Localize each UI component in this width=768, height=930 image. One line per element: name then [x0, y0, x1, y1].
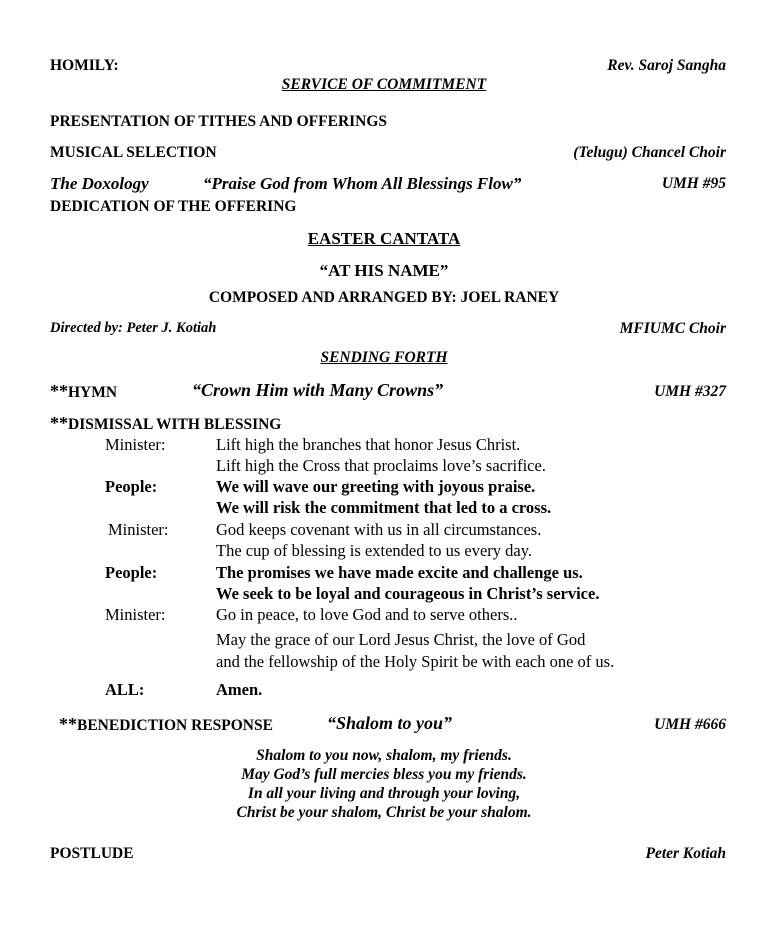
- dismissal-line: We will risk the commitment that led to a cross.: [216, 498, 552, 517]
- homily-label: HOMILY:: [50, 57, 119, 74]
- benediction-lyric: Shalom to you now, shalom, my friends.: [256, 747, 512, 764]
- cantata-composer: COMPOSED AND ARRANGED BY: JOEL RANEY: [208, 289, 560, 306]
- benediction-lyric: Christ be your shalom, Christ be your shalom.: [236, 804, 532, 821]
- benediction-prefix: **: [59, 714, 77, 734]
- musical-selection-performer: (Telugu) Chancel Choir: [573, 144, 726, 161]
- dismissal-line: Lift high the branches that honor Jesus Christ.: [216, 435, 521, 454]
- doxology-label: The Doxology: [50, 174, 149, 193]
- dismissal-label: DISMISSAL WITH BLESSING: [68, 416, 282, 433]
- cantata-heading: EASTER CANTATA: [307, 229, 461, 248]
- dismissal-heading-row: [50, 413, 281, 434]
- doxology-title: “Praise God from Whom All Blessings Flow”: [203, 174, 522, 193]
- dismissal-role-minister: Minister:: [108, 520, 169, 539]
- dismissal-role-people: People:: [105, 477, 158, 496]
- doxology-hymn-number: UMH #95: [661, 175, 726, 192]
- dismissal-role-minister: Minister:: [105, 605, 166, 624]
- benediction-lyric: May God’s full mercies bless you my friends.: [241, 766, 527, 783]
- dismissal-role-minister: Minister:: [105, 435, 166, 454]
- dismissal-line: Lift high the Cross that proclaims love’s sacrifice.: [216, 456, 546, 475]
- dismissal-line: Amen.: [216, 680, 263, 699]
- dismissal-line: We seek to be loyal and courageous in Christ’s service.: [216, 584, 600, 603]
- dismissal-line: We will wave our greeting with joyous praise.: [216, 477, 536, 496]
- cantata-title: “AT HIS NAME”: [319, 261, 449, 280]
- sending-forth-heading: SENDING FORTH: [320, 349, 448, 366]
- dismissal-line: Go in peace, to love God and to serve others..: [216, 605, 518, 624]
- service-of-commitment-heading: SERVICE OF COMMITMENT: [281, 76, 487, 93]
- hymn-row: [50, 381, 117, 402]
- dismissal-prefix: **: [50, 413, 68, 433]
- hymn-title: “Crown Him with Many Crowns”: [192, 380, 444, 400]
- dismissal-line: The promises we have made excite and challenge us.: [216, 563, 583, 582]
- hymn-label: HYMN: [68, 384, 118, 401]
- musical-selection-label: MUSICAL SELECTION: [50, 144, 217, 161]
- hymn-prefix: **: [50, 381, 68, 401]
- dismissal-line: God keeps covenant with us in all circumstances.: [216, 520, 542, 539]
- cantata-choir: MFIUMC Choir: [619, 320, 726, 337]
- postlude-performer: Peter Kotiah: [645, 845, 726, 862]
- dismissal-line: and the fellowship of the Holy Spirit be with each one of us.: [216, 652, 615, 671]
- postlude-label: POSTLUDE: [50, 845, 134, 862]
- benediction-heading-row: [59, 714, 273, 735]
- dismissal-line: May the grace of our Lord Jesus Christ, the love of God: [216, 630, 586, 649]
- hymn-number: UMH #327: [654, 383, 726, 400]
- dedication-heading: DEDICATION OF THE OFFERING: [50, 198, 297, 215]
- dismissal-line: The cup of blessing is extended to us every day.: [216, 541, 533, 560]
- cantata-director: Directed by: Peter J. Kotiah: [50, 320, 217, 336]
- presentation-heading: PRESENTATION OF TITHES AND OFFERINGS: [50, 113, 388, 130]
- benediction-title: “Shalom to you”: [327, 713, 453, 733]
- benediction-lyric: In all your living and through your loving,: [247, 785, 521, 802]
- dismissal-role-people: People:: [105, 563, 158, 582]
- homily-leader: Rev. Saroj Sangha: [607, 57, 726, 74]
- dismissal-role-all: ALL:: [105, 680, 145, 699]
- benediction-label: BENEDICTION RESPONSE: [77, 717, 273, 734]
- benediction-hymn-number: UMH #666: [654, 716, 726, 733]
